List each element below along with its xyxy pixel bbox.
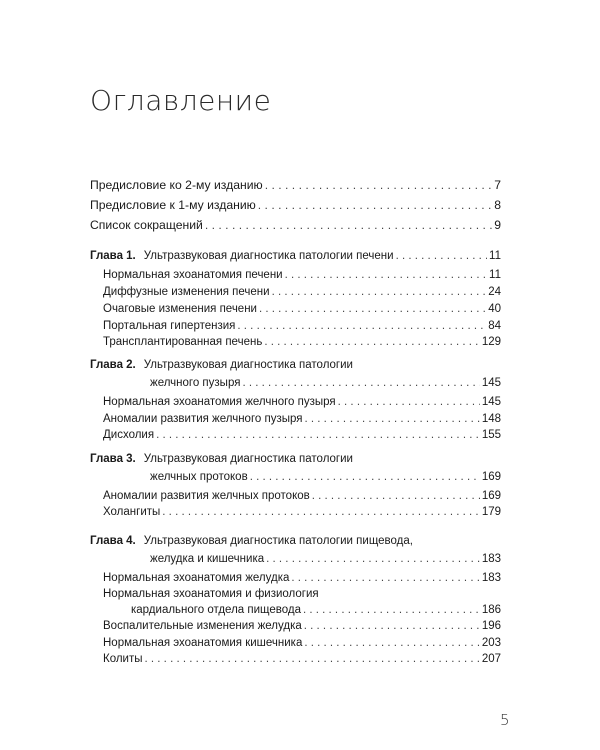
toc-subentry-cont[interactable] — [131, 603, 501, 617]
toc-entry-page: 84 — [488, 320, 501, 332]
leader-dots — [266, 552, 480, 566]
toc-entry-label: Холангиты — [103, 506, 161, 518]
leader-dots — [145, 652, 480, 666]
leader-dots — [304, 619, 480, 633]
leader-dots — [205, 218, 492, 232]
leader-dots — [259, 302, 486, 316]
toc-entry-label: Нормальная эхоанатомия и физиология — [103, 588, 319, 600]
toc-entry-label: Дисхолия — [103, 429, 155, 441]
toc-entry[interactable] — [90, 218, 501, 232]
chapter-number: Глава 1. — [90, 250, 136, 262]
toc-entry-label: Предисловие к 1-му изданию — [90, 198, 256, 212]
leader-dots — [305, 412, 480, 426]
chapter-2-heading-cont[interactable] — [150, 376, 501, 390]
toc-entry-page: 11 — [489, 250, 501, 262]
toc-entry-page: 179 — [481, 506, 501, 518]
page-number: 5 — [500, 711, 510, 729]
leader-dots — [396, 249, 487, 263]
leader-dots — [338, 395, 480, 409]
chapter-number: Глава 3. — [90, 453, 136, 465]
toc-entry-label: Диффузные изменения печени — [103, 286, 270, 298]
chapter-title: Ультразвуковая диагностика патологии — [143, 453, 353, 465]
toc-entry-page: 207 — [481, 653, 501, 665]
leader-dots — [285, 268, 487, 282]
toc-subentry[interactable] — [103, 412, 501, 426]
toc-entry-page: 203 — [481, 637, 501, 649]
leader-dots — [303, 603, 480, 617]
toc-entry-page: 24 — [488, 286, 501, 298]
leader-dots — [291, 571, 479, 585]
leader-dots — [304, 636, 479, 650]
page-title: Оглавление — [90, 84, 272, 117]
chapter-title: желчных протоков — [150, 471, 248, 483]
leader-dots — [242, 376, 479, 390]
toc-entry-label: Аномалии развития желчного пузыря — [103, 413, 303, 425]
leader-dots — [264, 335, 480, 349]
toc-entry-page: 186 — [481, 604, 501, 616]
chapter-title: желудка и кишечника — [150, 553, 265, 565]
toc-entry-page: 183 — [481, 553, 501, 565]
toc-entry-label: Предисловие ко 2-му изданию — [90, 178, 263, 192]
toc-entry-page: 9 — [494, 218, 501, 232]
toc-entry-label: Аномалии развития желчных протоков — [103, 490, 310, 502]
toc-entry-page: 40 — [488, 303, 501, 315]
leader-dots — [162, 505, 480, 519]
toc-subentry[interactable] — [103, 619, 501, 633]
toc-subentry[interactable] — [103, 319, 501, 333]
toc-entry-page: 129 — [481, 336, 501, 348]
toc-entry-page: 145 — [481, 377, 501, 389]
chapter-4-heading-cont[interactable] — [150, 552, 501, 566]
toc-entry-page: 169 — [481, 471, 501, 483]
toc-entry[interactable] — [90, 198, 501, 212]
leader-dots — [272, 285, 487, 299]
toc-subentry[interactable] — [103, 505, 501, 519]
toc-entry-label: Трансплантированная печень — [103, 336, 263, 348]
leader-dots — [156, 428, 480, 442]
toc-entry-page: 155 — [481, 429, 501, 441]
toc-entry-page: 169 — [481, 490, 501, 502]
toc-entry-label: кардиального отдела пищевода — [131, 604, 301, 616]
toc-entry-label: Нормальная эхоанатомия кишечника — [103, 637, 303, 649]
leader-dots — [250, 470, 480, 484]
toc-entry-page: 8 — [494, 198, 501, 212]
toc-entry-page: 196 — [481, 620, 501, 632]
toc-entry-label: Нормальная эхоанатомия желудка — [103, 572, 290, 584]
toc-entry-page: 7 — [494, 178, 501, 192]
toc-entry-page: 148 — [481, 413, 501, 425]
toc-entry-label: Портальная гипертензия — [103, 320, 236, 332]
chapter-number: Глава 2. — [90, 359, 136, 371]
toc-entry-page: 11 — [489, 269, 501, 281]
chapter-4-heading[interactable] — [90, 534, 413, 548]
leader-dots — [312, 489, 480, 503]
toc-subentry[interactable] — [103, 636, 501, 650]
chapter-title: Ультразвуковая диагностика патологии пищевода, — [143, 535, 413, 547]
toc-subentry[interactable] — [103, 268, 501, 282]
chapter-3-heading-cont[interactable] — [150, 470, 501, 484]
chapter-title: Ультразвуковая диагностика патологии печени — [143, 250, 394, 262]
toc-entry-label: Очаговые изменения печени — [103, 303, 257, 315]
toc-entry[interactable] — [90, 178, 501, 192]
toc-subentry[interactable] — [103, 285, 501, 299]
toc-entry-label: Список сокращений — [90, 218, 203, 232]
leader-dots — [237, 319, 486, 333]
chapter-2-heading[interactable] — [90, 358, 353, 372]
chapter-title: желчного пузыря — [150, 377, 241, 389]
toc-subentry[interactable] — [103, 587, 319, 601]
toc-subentry[interactable] — [103, 335, 501, 349]
toc-entry-label: Нормальная эхоанатомия печени — [103, 269, 283, 281]
chapter-title: Ультразвуковая диагностика патологии — [143, 359, 353, 371]
toc-entry-label: Воспалительные изменения желудка — [103, 620, 302, 632]
toc-subentry[interactable] — [103, 489, 501, 503]
leader-dots — [265, 178, 493, 192]
chapter-3-heading[interactable] — [90, 452, 353, 466]
toc-subentry[interactable] — [103, 571, 501, 585]
chapter-number: Глава 4. — [90, 535, 136, 547]
leader-dots — [258, 198, 492, 212]
toc-subentry[interactable] — [103, 652, 501, 666]
chapter-1-heading[interactable] — [90, 249, 501, 263]
toc-entry-label: Нормальная эхоанатомия желчного пузыря — [103, 396, 336, 408]
toc-entry-label: Колиты — [103, 653, 143, 665]
toc-subentry[interactable] — [103, 302, 501, 316]
toc-entry-page: 145 — [481, 396, 501, 408]
toc-subentry[interactable] — [103, 395, 501, 409]
toc-subentry[interactable] — [103, 428, 501, 442]
toc-entry-page: 183 — [481, 572, 501, 584]
